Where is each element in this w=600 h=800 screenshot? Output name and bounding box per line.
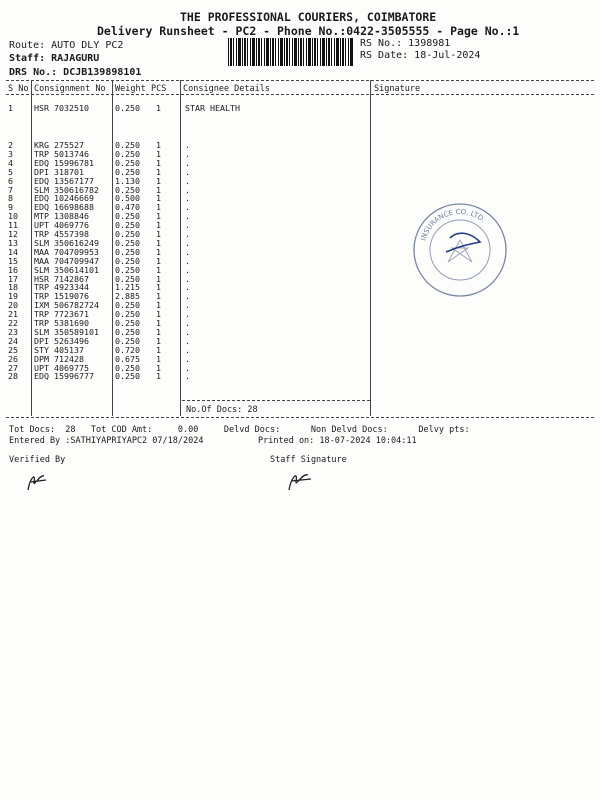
pcs-cell: 1 xyxy=(156,175,161,186)
consignment-cell: TRP 5013746 xyxy=(34,148,89,159)
pcs-cell: 1 xyxy=(156,211,161,222)
pcs-cell: 1 xyxy=(156,326,161,337)
sno-cell: 6 xyxy=(8,175,13,186)
consignment-cell: HSR 7142867 xyxy=(34,273,89,284)
consignment-cell: EDQ 13567177 xyxy=(34,175,94,186)
pcs-cell: 1 xyxy=(156,237,161,248)
weight-cell: 0.250 xyxy=(115,184,140,195)
table-row xyxy=(0,266,370,275)
pcs-cell: 1 xyxy=(156,255,161,266)
details-cell: . xyxy=(185,220,190,231)
details-cell: . xyxy=(185,255,190,266)
verified-by-label: Verified By xyxy=(9,455,66,465)
consignment-cell: TRP 4557398 xyxy=(34,229,89,239)
details-cell: . xyxy=(185,264,190,275)
weight-cell: 0.250 xyxy=(115,229,140,239)
details-cell: . xyxy=(185,246,190,257)
consignment-cell: STY 405137 xyxy=(34,344,84,355)
sno-cell: 23 xyxy=(8,326,18,337)
pcs-cell: 1 xyxy=(156,335,161,346)
weight-cell: 0.500 xyxy=(115,193,140,204)
consignment-cell: TRP 5381690 xyxy=(34,318,89,328)
sno-cell: 1 xyxy=(8,103,13,113)
table-row xyxy=(0,372,370,381)
details-cell: . xyxy=(185,335,190,346)
stamp-text: INSURANCE CO. LTD. xyxy=(419,207,487,242)
weight-cell: 0.250 xyxy=(115,103,140,113)
details-cell: . xyxy=(185,166,190,177)
details-cell: . xyxy=(185,175,190,186)
details-cell: . xyxy=(185,282,190,293)
consignment-cell: UPT 4069776 xyxy=(34,220,89,231)
staff-signature xyxy=(285,466,315,494)
pcs-cell: 1 xyxy=(156,371,161,382)
sno-cell: 17 xyxy=(8,273,18,284)
weight-cell: 0.250 xyxy=(115,264,140,275)
no-of-docs: No.Of Docs: 28 xyxy=(186,405,258,415)
sno-cell: 8 xyxy=(8,193,13,204)
details-cell: STAR HEALTH xyxy=(185,103,240,113)
weight-cell: 0.250 xyxy=(115,237,140,248)
table-row xyxy=(0,177,370,186)
weight-cell: 0.250 xyxy=(115,166,140,177)
col-header-details: Consignee Details xyxy=(183,84,270,94)
sno-cell: 21 xyxy=(8,309,18,320)
details-cell: . xyxy=(185,237,190,248)
details-cell: . xyxy=(185,229,190,239)
sno-cell: 24 xyxy=(8,335,18,346)
sno-cell: 9 xyxy=(8,202,13,213)
consignment-cell: DPM 712428 xyxy=(34,353,84,364)
staff-signature-label: Staff Signature xyxy=(270,455,347,465)
weight-cell: 0.250 xyxy=(115,335,140,346)
weight-cell: 0.250 xyxy=(115,309,140,320)
pcs-cell: 1 xyxy=(156,291,161,302)
pcs-cell: 1 xyxy=(156,273,161,284)
col-header-sno: S No xyxy=(8,84,29,94)
consignment-cell: MAA 704709947 xyxy=(34,255,99,266)
consignment-cell: TRP 7723671 xyxy=(34,309,89,320)
sno-cell: 10 xyxy=(8,211,18,222)
details-cell: . xyxy=(185,184,190,195)
pcs-cell: 1 xyxy=(156,246,161,257)
details-cell: . xyxy=(185,353,190,364)
details-cell: . xyxy=(185,291,190,302)
table-row xyxy=(0,104,370,113)
printed-on: Printed on: 18-07-2024 10:04:11 xyxy=(258,436,417,446)
weight-cell: 0.250 xyxy=(115,362,140,373)
route-label: Route: AUTO DLY PC2 xyxy=(9,40,124,51)
pcs-cell: 1 xyxy=(156,202,161,213)
pcs-cell: 1 xyxy=(156,353,161,364)
table-top-rule xyxy=(6,80,594,81)
consignment-cell: TRP 1519076 xyxy=(34,291,89,302)
col-header-signature: Signature xyxy=(374,84,421,94)
consignment-cell: MAA 704709953 xyxy=(34,246,99,257)
col-header-consignment: Consignment No xyxy=(34,84,106,94)
weight-cell: 0.470 xyxy=(115,202,140,213)
weight-cell: 0.250 xyxy=(115,148,140,159)
pcs-cell: 1 xyxy=(156,220,161,231)
details-cell: . xyxy=(185,211,190,222)
pcs-cell: 1 xyxy=(156,193,161,204)
weight-cell: 0.720 xyxy=(115,344,140,355)
insurance-stamp xyxy=(410,200,510,300)
pcs-cell: 1 xyxy=(156,318,161,328)
sno-cell: 19 xyxy=(8,291,18,302)
consignment-cell: HSR 7032510 xyxy=(34,103,89,113)
consignment-cell: DPI 318701 xyxy=(34,166,84,177)
sno-cell: 18 xyxy=(8,282,18,293)
sno-cell: 15 xyxy=(8,255,18,266)
consignment-cell: SLM 350616249 xyxy=(34,237,99,248)
details-cell: . xyxy=(185,309,190,320)
consignment-cell: DPI 5263496 xyxy=(34,335,89,346)
sno-cell: 22 xyxy=(8,318,18,328)
details-cell: . xyxy=(185,273,190,284)
consignment-cell: EDQ 16698688 xyxy=(34,202,94,213)
pcs-cell: 1 xyxy=(156,309,161,320)
weight-cell: 0.250 xyxy=(115,140,140,150)
weight-cell: 0.675 xyxy=(115,353,140,364)
pcs-cell: 1 xyxy=(156,184,161,195)
staff-label: Staff: RAJAGURU xyxy=(9,53,100,64)
details-cell: . xyxy=(185,157,190,168)
weight-cell: 1.130 xyxy=(115,175,140,186)
col-header-pcs: PCS xyxy=(151,84,167,94)
consignment-cell: UPT 4069775 xyxy=(34,362,89,373)
sno-cell: 12 xyxy=(8,229,18,239)
table-row xyxy=(0,355,370,364)
sno-cell: 14 xyxy=(8,246,18,257)
sno-cell: 16 xyxy=(8,264,18,275)
pcs-cell: 1 xyxy=(156,157,161,168)
table-row xyxy=(0,168,370,177)
sno-cell: 28 xyxy=(8,371,18,382)
weight-cell: 0.250 xyxy=(115,318,140,328)
drs-number: DRS No.: DCJB139898101 xyxy=(9,67,142,78)
weight-cell: 0.250 xyxy=(115,326,140,337)
pcs-cell: 1 xyxy=(156,264,161,275)
entered-by: Entered By :SATHIYAPRIYAPC2 07/18/2024 xyxy=(9,436,204,446)
weight-cell: 0.250 xyxy=(115,246,140,257)
details-cell: . xyxy=(185,202,190,213)
weight-cell: 1.215 xyxy=(115,282,140,293)
col-header-weight: Weight xyxy=(115,84,146,94)
weight-cell: 0.250 xyxy=(115,255,140,266)
details-cell: . xyxy=(185,148,190,159)
pcs-cell: 1 xyxy=(156,300,161,311)
sno-cell: 4 xyxy=(8,157,13,168)
table-header-rule xyxy=(6,94,594,95)
pcs-cell: 1 xyxy=(156,103,161,113)
verified-signature xyxy=(24,468,50,494)
details-cell: . xyxy=(185,371,190,382)
pcs-cell: 1 xyxy=(156,148,161,159)
details-cell: . xyxy=(185,300,190,311)
consignment-cell: IXM 506782724 xyxy=(34,300,99,311)
sno-cell: 2 xyxy=(8,140,13,150)
pcs-cell: 1 xyxy=(156,282,161,293)
consignment-cell: SLM 350616782 xyxy=(34,184,99,195)
pcs-cell: 1 xyxy=(156,362,161,373)
weight-cell: 0.250 xyxy=(115,220,140,231)
sno-cell: 5 xyxy=(8,166,13,177)
summary-line: Tot Docs: 28 Tot COD Amt: 0.00 Delvd Docs: Non Delvd Docs: Delvy pts: xyxy=(9,425,470,435)
col-divider xyxy=(370,80,371,416)
pcs-cell: 1 xyxy=(156,140,161,150)
details-cell: . xyxy=(185,193,190,204)
sno-cell: 7 xyxy=(8,184,13,195)
runsheet-subtitle: Delivery Runsheet - PC2 - Phone No.:0422-3505555 - Page No.:1 xyxy=(97,24,520,38)
table-row xyxy=(0,346,370,355)
sno-cell: 20 xyxy=(8,300,18,311)
consignment-cell: SLM 350614101 xyxy=(34,264,99,275)
weight-cell: 0.250 xyxy=(115,211,140,222)
consignment-cell: MTP 1308846 xyxy=(34,211,89,222)
details-cell: . xyxy=(185,140,190,150)
sno-cell: 3 xyxy=(8,148,13,159)
barcode xyxy=(228,38,354,66)
weight-cell: 0.250 xyxy=(115,273,140,284)
sno-cell: 11 xyxy=(8,220,18,231)
company-name: THE PROFESSIONAL COURIERS, COIMBATORE xyxy=(180,10,437,24)
weight-cell: 0.250 xyxy=(115,300,140,311)
consignment-cell: EDQ 15996777 xyxy=(34,371,94,382)
sno-cell: 27 xyxy=(8,362,18,373)
pcs-cell: 1 xyxy=(156,344,161,355)
rs-date: RS Date: 18-Jul-2024 xyxy=(360,50,481,61)
sno-cell: 25 xyxy=(8,344,18,355)
sno-cell: 13 xyxy=(8,237,18,248)
consignment-cell: KRG 275527 xyxy=(34,140,84,150)
consignment-cell: EDQ 10246669 xyxy=(34,193,94,204)
docs-rule xyxy=(182,400,370,401)
table-row xyxy=(0,257,370,266)
consignment-cell: SLM 350589101 xyxy=(34,326,99,337)
weight-cell: 0.250 xyxy=(115,371,140,382)
pcs-cell: 1 xyxy=(156,166,161,177)
pcs-cell: 1 xyxy=(156,229,161,239)
details-cell: . xyxy=(185,344,190,355)
details-cell: . xyxy=(185,362,190,373)
details-cell: . xyxy=(185,326,190,337)
weight-cell: 2.885 xyxy=(115,291,140,302)
weight-cell: 0.250 xyxy=(115,157,140,168)
consignment-cell: TRP 4923344 xyxy=(34,282,89,293)
rs-number: RS No.: 1398981 xyxy=(360,38,451,49)
consignment-cell: EDQ 15996781 xyxy=(34,157,94,168)
sno-cell: 26 xyxy=(8,353,18,364)
table-bottom-rule xyxy=(6,417,594,418)
details-cell: . xyxy=(185,318,190,328)
